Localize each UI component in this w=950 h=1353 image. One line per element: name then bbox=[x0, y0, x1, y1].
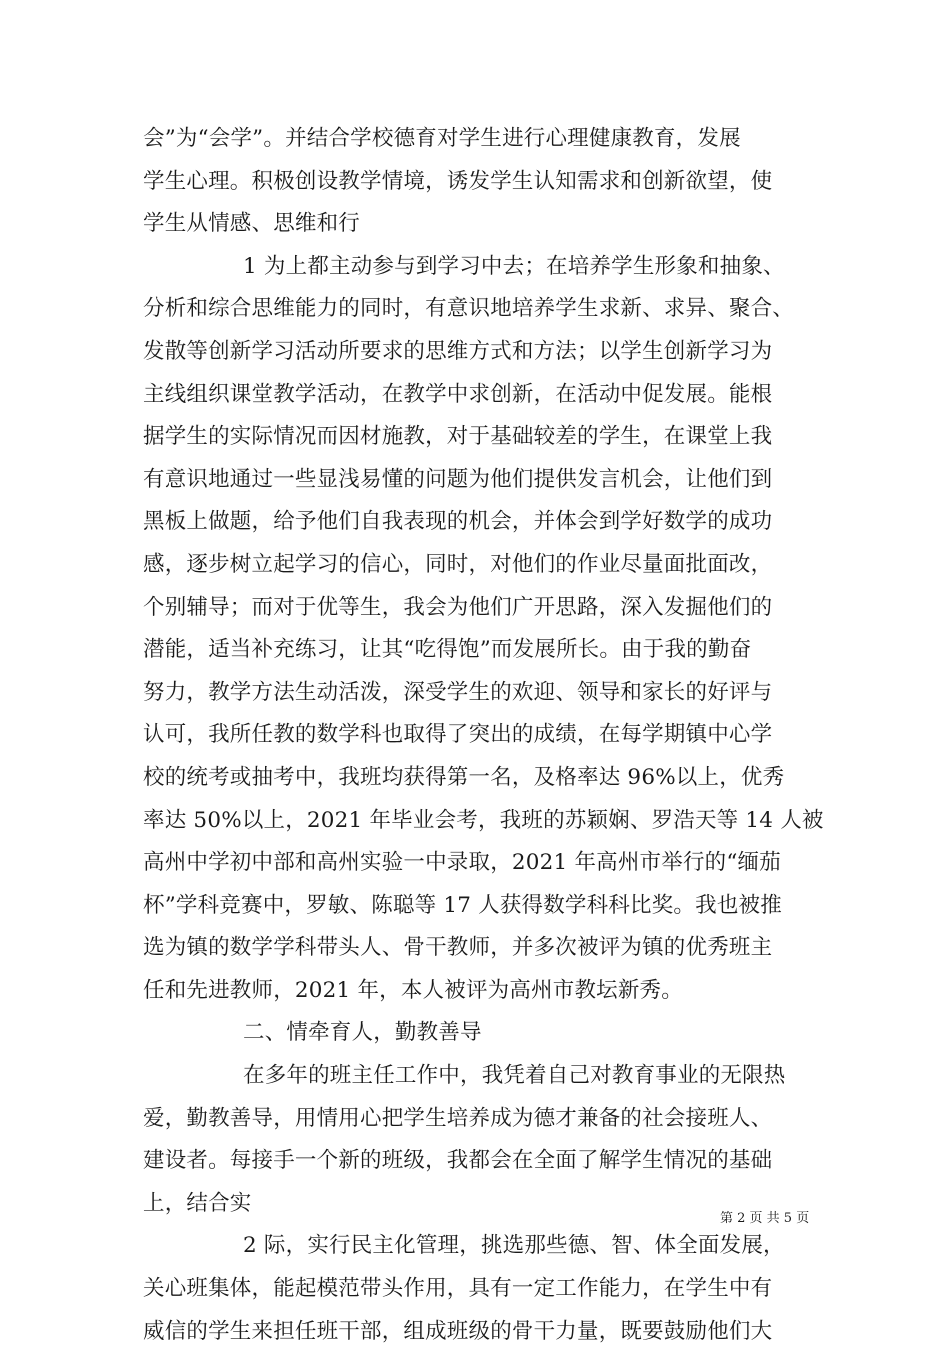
text-line: 努力，教学方法生动活泼，深受学生的欢迎、领导和家长的好评与 bbox=[143, 679, 773, 705]
text-line: 学生从情感、思维和行 bbox=[143, 211, 361, 237]
text-line: 发散等创新学习活动所要求的思维方式和方法；以学生创新学习为 bbox=[143, 338, 773, 364]
text-line: 建设者。每接手一个新的班级，我都会在全面了解学生情况的基础 bbox=[143, 1148, 773, 1174]
text-line: 据学生的实际情况而因材施教，对于基础较差的学生，在课堂上我 bbox=[143, 424, 773, 450]
text-line: 高州中学初中部和高州实验一中录取，2021 年高州市举行的“缅茄 bbox=[143, 850, 781, 876]
text-line: 任和先进教师，2021 年，本人被评为高州市教坛新秀。 bbox=[143, 977, 683, 1003]
text-line: 率达 50%以上，2021 年毕业会考，我班的苏颖娴、罗浩天等 14 人被 bbox=[143, 807, 824, 833]
text-line: 个别辅导；而对于优等生，我会为他们广开思路，深入发掘他们的 bbox=[143, 594, 773, 620]
text-line: 学生心理。积极创设教学情境，诱发学生认知需求和创新欲望，使 bbox=[143, 168, 773, 194]
text-line: 黑板上做题，给予他们自我表现的机会，并体会到学好数学的成功 bbox=[143, 509, 773, 535]
text-line: 潜能，适当补充练习，让其“吃得饱”而发展所长。由于我的勤奋 bbox=[143, 637, 752, 663]
text-line: 有意识地通过一些显浅易懂的问题为他们提供发言机会，让他们到 bbox=[143, 466, 773, 492]
text-line: 校的统考或抽考中，我班均获得第一名，及格率达 96%以上，优秀 bbox=[143, 764, 785, 790]
text-line: 在多年的班主任工作中，我凭着自己对教育事业的无限热 bbox=[243, 1063, 786, 1089]
text-line: 上，结合实 bbox=[143, 1190, 252, 1216]
text-line: 分析和综合思维能力的同时，有意识地培养学生求新、求异、聚合、 bbox=[143, 296, 795, 322]
text-line: 会”为“会学”。并结合学校德育对学生进行心理健康教育，发展 bbox=[143, 126, 741, 151]
body-text bbox=[143, 118, 823, 1353]
text-line: 选为镇的数学学科带头人、骨干教师，并多次被评为镇的优秀班主 bbox=[143, 935, 773, 961]
section-heading: 二、情牵育人，勤教善导 bbox=[243, 1020, 482, 1046]
page-number: 第 2 页 共 5 页 bbox=[720, 1211, 810, 1226]
text-line: 威信的学生来担任班干部，组成班级的骨干力量，既要鼓励他们大 bbox=[143, 1318, 773, 1344]
text-line: 爱，勤教善导，用情用心把学生培养成为德才兼备的社会接班人、 bbox=[143, 1105, 773, 1131]
text-line: 杯”学科竞赛中，罗敏、陈聪等 17 人获得数学科科比奖。我也被推 bbox=[143, 892, 782, 918]
text-line: 认可，我所任教的数学科也取得了突出的成绩，在每学期镇中心学 bbox=[143, 722, 773, 748]
text-line: 感，逐步树立起学习的信心，同时，对他们的作业尽量面批面改， bbox=[143, 551, 773, 577]
text-line: 2 际，实行民主化管理，挑选那些德、智、体全面发展， bbox=[243, 1233, 785, 1259]
text-line: 主线组织课堂教学活动，在教学中求创新，在活动中促发展。能根 bbox=[143, 381, 773, 407]
text-line: 1 为上都主动参与到学习中去；在培养学生形象和抽象、 bbox=[243, 253, 785, 279]
text-line: 关心班集体，能起模范带头作用，具有一定工作能力，在学生中有 bbox=[143, 1276, 773, 1302]
